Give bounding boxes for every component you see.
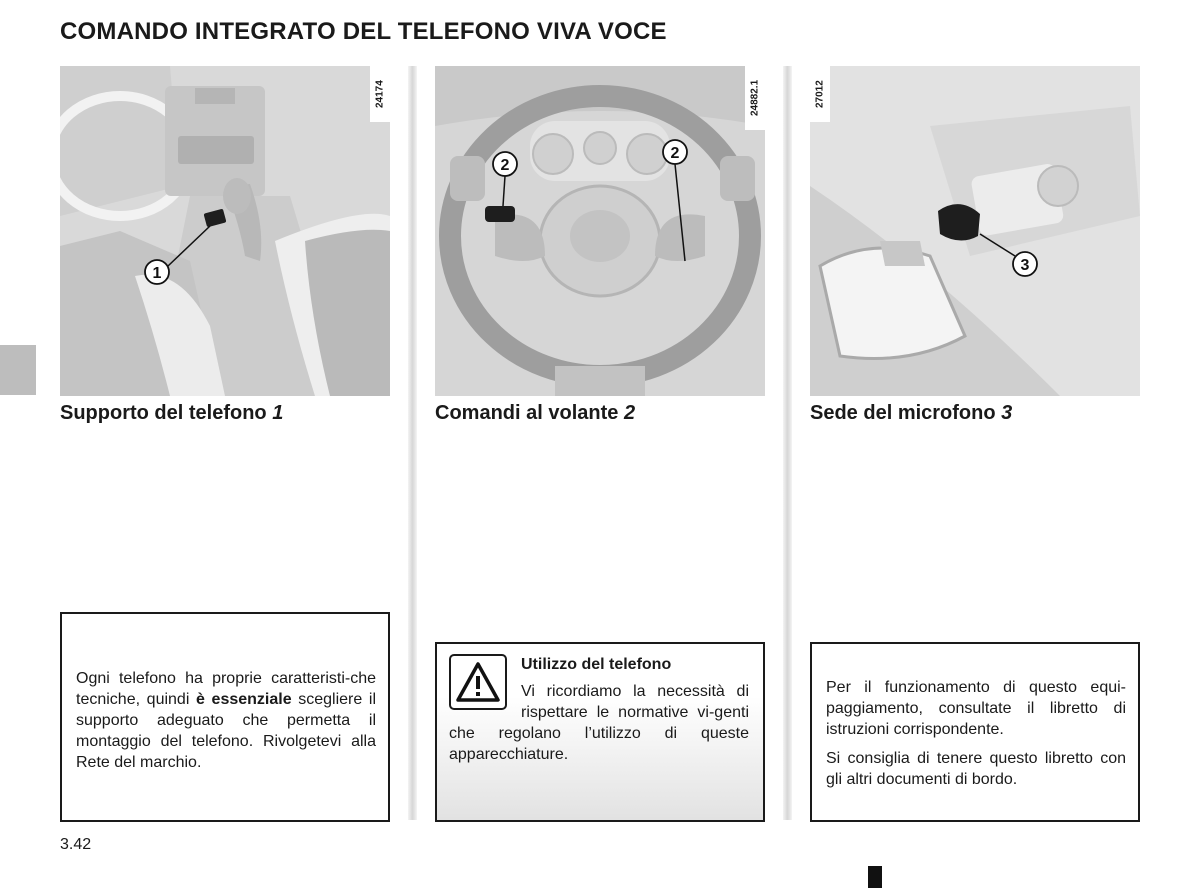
figure-code: 27012 bbox=[810, 66, 830, 122]
microphone-location-illustration bbox=[810, 66, 1140, 396]
warning-text: Vi ricordiamo la necessità di rispettare le normative vi-genti che regolano l’utilizzo di queste apparecchiature. bbox=[449, 683, 749, 763]
note-paragraph: Per il funzionamento di questo equi-paggiamento, consultate il libretto di istruzioni corrispondente. bbox=[826, 679, 1126, 738]
phone-holder-illustration bbox=[60, 66, 390, 396]
note-text: Ogni telefono ha proprie caratteristi-che tecniche, quindi bbox=[76, 670, 376, 708]
note-text: scegliere il supporto adeguato che permetta il montaggio del telefono. Rivolgetevi alla Rete del marchio. bbox=[76, 691, 377, 771]
callout-marker: 2 bbox=[500, 157, 510, 174]
callout-marker: 2 bbox=[670, 145, 680, 162]
figure-code: 24174 bbox=[370, 66, 390, 122]
steering-wheel-illustration bbox=[435, 66, 765, 396]
caption-reference: 1 bbox=[272, 402, 284, 424]
section-tab-marker bbox=[0, 345, 36, 395]
callout-marker: 1 bbox=[152, 265, 162, 282]
column-divider bbox=[783, 66, 792, 820]
callout-marker: 3 bbox=[1020, 257, 1030, 274]
column-divider bbox=[408, 66, 417, 820]
figure-code: 24882.1 bbox=[745, 66, 765, 130]
warning-triangle-icon bbox=[449, 654, 507, 710]
page-number: 3.42 bbox=[60, 836, 92, 853]
microphone-note bbox=[810, 642, 1140, 822]
figure-caption bbox=[810, 402, 1012, 425]
warning-heading: Utilizzo del telefono bbox=[521, 656, 672, 673]
caption-text: Supporto del telefono bbox=[60, 402, 267, 424]
note-paragraph: Si consiglia di tenere questo libretto con gli altri documenti di bordo. bbox=[826, 750, 1126, 788]
phone-compatibility-note bbox=[60, 612, 390, 822]
note-paragraph bbox=[76, 668, 376, 773]
caption-reference: 2 bbox=[623, 402, 636, 424]
caption-reference: 3 bbox=[1001, 402, 1013, 424]
caption-text: Comandi al volante bbox=[435, 402, 619, 424]
warning-box bbox=[435, 642, 765, 822]
note-emphasis: è essenziale bbox=[196, 691, 292, 708]
figure-caption bbox=[435, 402, 635, 425]
page-title: COMANDO INTEGRATO DEL TELEFONO VIVA VOCE bbox=[60, 18, 667, 45]
figure-caption bbox=[60, 402, 283, 425]
page-edge-marker bbox=[868, 866, 882, 888]
caption-text: Sede del microfono bbox=[810, 402, 996, 424]
